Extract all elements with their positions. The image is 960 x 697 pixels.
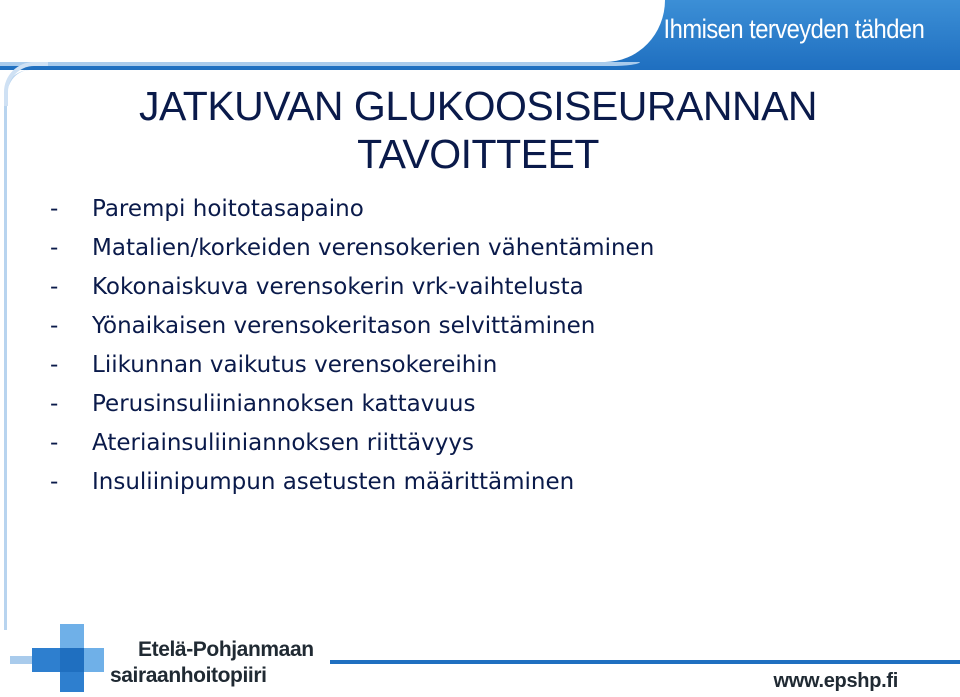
bullet-marker: - — [50, 235, 59, 261]
bullet-text: Insuliinipumpun asetusten määrittäminen — [92, 469, 575, 495]
bullet-text: Ateriainsuliiniannoksen riittävyys — [92, 430, 474, 456]
bullet-item — [50, 391, 654, 430]
bullet-item — [50, 274, 654, 313]
bullet-item — [50, 352, 654, 391]
slide-title-line1: JATKUVAN GLUKOOSISEURANNAN — [138, 83, 818, 129]
header-tagline: Ihmisen terveyden tähden — [663, 14, 924, 44]
bullet-item — [50, 313, 654, 352]
bullet-text: Yönaikaisen verensokeritason selvittäminen — [92, 313, 596, 339]
bullet-text: Liikunnan vaikutus verensokereihin — [92, 352, 498, 378]
bullet-marker: - — [50, 430, 59, 456]
bullet-marker: - — [50, 274, 59, 300]
bullet-marker: - — [50, 313, 59, 339]
bullet-marker: - — [50, 196, 59, 222]
bullet-list — [50, 196, 654, 508]
bullet-item — [50, 196, 654, 235]
slide-title-line2: TAVOITTEET — [357, 131, 599, 177]
bullet-item — [50, 469, 654, 508]
bullet-text: Parempi hoitotasapaino — [92, 196, 364, 222]
organization-name-line2: sairaanhoitopiiri — [110, 664, 267, 687]
top-banner-cutout — [0, 0, 665, 62]
bullet-marker: - — [50, 469, 59, 495]
slide-title — [118, 82, 838, 178]
bullet-text: Perusinsuliiniannoksen kattavuus — [92, 391, 476, 417]
organization-name-line1: Etelä-Pohjanmaan — [138, 638, 314, 661]
footer-divider — [330, 660, 960, 664]
bullet-marker: - — [50, 352, 59, 378]
website-link[interactable]: www.epshp.fi — [773, 670, 898, 692]
bullet-marker: - — [50, 391, 59, 417]
bullet-text: Matalien/korkeiden verensokerien vähentäminen — [92, 235, 655, 261]
bullet-item — [50, 430, 654, 469]
bullet-item — [50, 235, 654, 274]
bullet-text: Kokonaiskuva verensokerin vrk-vaihtelusta — [92, 274, 584, 300]
organization-logo-cross-icon — [10, 622, 105, 694]
